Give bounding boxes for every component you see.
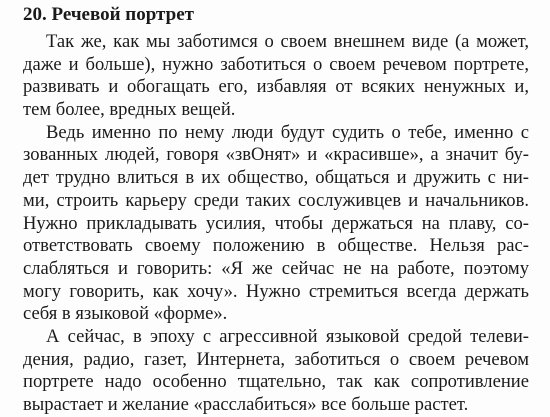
paragraph-1-line-3: развивать и обогащать его, избавляя от всяких ненужных и, bbox=[23, 76, 529, 98]
paragraph-3-line-4: вырастает и желание «расслабиться» все больше растет. bbox=[23, 394, 469, 415]
paragraph-1-line-2: даже и больше), нужно заботиться о своем речевом портрете, bbox=[23, 53, 529, 75]
paragraph-3-line-1: А сейчас, в эпоху с агрессивной языковой средой телеви- bbox=[46, 325, 529, 347]
paragraph-2-line-5: Нужно прикладывать усилия, чтобы держаться на плаву, со- bbox=[23, 212, 529, 234]
paragraph-2-line-8: могу говорить, как хочу». Нужно стремиться всегда держать bbox=[23, 280, 529, 302]
paragraph-1-line-1: Так же, как мы заботимся о своем внешнем виде (а может, bbox=[46, 31, 529, 52]
paragraph-2-line-1: Ведь именно по нему люди будут судить о тебе, именно с bbox=[46, 121, 529, 143]
paragraph-3-line-2: дения, радио, газет, Интернета, заботиться о своем речевом bbox=[23, 348, 529, 370]
paragraph-2-line-7: слабляться и говорить: «Я же сейчас не на работе, поэтому bbox=[23, 257, 529, 279]
paragraph-2-line-9: себя в языковой «форме». bbox=[23, 303, 228, 325]
paragraph-2-line-4: ми, строить карьеру среди таких сослуживцев и начальников. bbox=[23, 189, 529, 211]
paragraph-2-line-6: ответствовать своему положению в обществе. Нельзя рас- bbox=[23, 235, 529, 257]
paragraph-2-line-3: дет трудно влиться в их общество, общаться и дружить с ни- bbox=[23, 167, 529, 189]
paragraph-1-line-4: тем более, вредных вещей. bbox=[23, 99, 236, 121]
section-heading: 20. Речевой портрет bbox=[23, 4, 194, 25]
paragraph-2-line-2: зованных людей, говоря «звОнят» и «красивше», а значит бу- bbox=[23, 144, 529, 166]
paragraph-3-line-3: портрете надо особенно тщательно, так как сопротивление bbox=[23, 371, 529, 393]
